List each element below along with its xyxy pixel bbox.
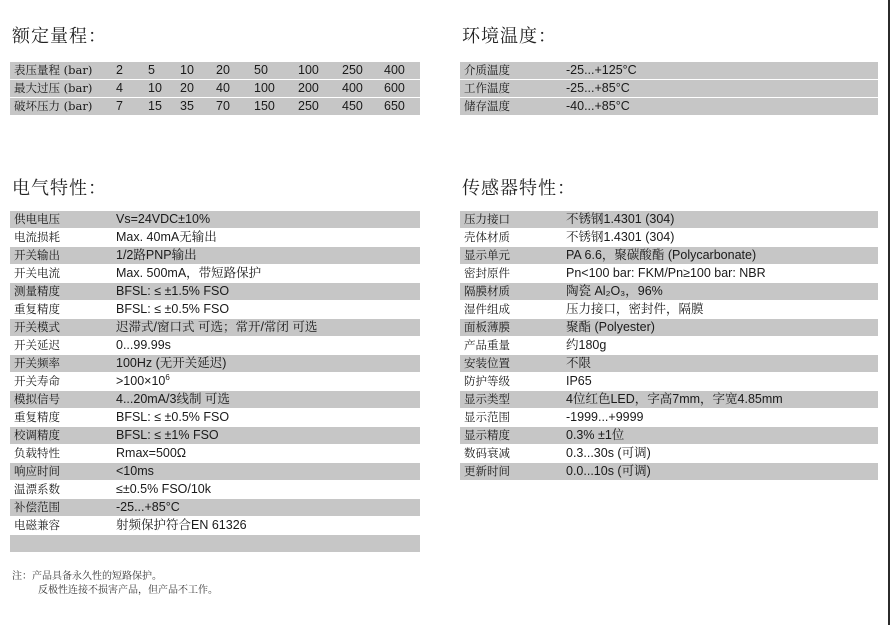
row-label: 温漂系数 (10, 481, 116, 499)
row-label: 显示精度 (460, 427, 566, 445)
row-value: BFSL: ≤ ±1% FSO (116, 427, 420, 445)
range-value: 10 (148, 80, 180, 98)
row-value: 迟滞式/窗口式 可选；常开/常闭 可选 (116, 319, 420, 337)
row-value: -40...+85°C (566, 98, 878, 116)
row-value: 0.3% ±1位 (566, 427, 878, 445)
row-value: 不锈钢1.4301 (304) (566, 229, 878, 247)
electrical-row (10, 391, 420, 409)
row-label: 隔膜材质 (460, 283, 566, 301)
row-value: 不锈钢1.4301 (304) (566, 211, 878, 229)
range-value: 40 (216, 80, 254, 98)
row-value: IP65 (566, 373, 878, 391)
row-label: 重复精度 (10, 301, 116, 319)
electrical-row (10, 427, 420, 445)
sensor-row (460, 409, 878, 427)
row-label: 防护等级 (460, 373, 566, 391)
rated-range-row (10, 80, 420, 98)
row-label: 测量精度 (10, 283, 116, 301)
range-value: 35 (180, 98, 216, 116)
electrical-row (10, 373, 420, 391)
sensor-row (460, 211, 878, 229)
row-value: 4位红色LED，字高7mm，字宽4.85mm (566, 391, 878, 409)
row-label: 安装位置 (460, 355, 566, 373)
row-label: 模拟信号 (10, 391, 116, 409)
row-value: -1999...+9999 (566, 409, 878, 427)
row-value: <10ms (116, 463, 420, 481)
range-value: 400 (342, 80, 384, 98)
row-label: 校调精度 (10, 427, 116, 445)
sensor-table (460, 211, 878, 481)
row-label: 开关模式 (10, 319, 116, 337)
row-label: 供电电压 (10, 211, 116, 229)
electrical-row (10, 319, 420, 337)
sensor-row (460, 265, 878, 283)
electrical-row (10, 463, 420, 481)
row-value: Max. 500mA，带短路保护 (116, 265, 420, 283)
row-label: 储存温度 (460, 98, 566, 116)
row-label: 电流损耗 (10, 229, 116, 247)
rated-range-table (10, 62, 420, 116)
row-label: 开关频率 (10, 355, 116, 373)
env-temp-title: 环境温度： (462, 26, 557, 47)
footnote-line-1: 注：产品具备永久性的短路保护。 (12, 571, 162, 582)
range-value: 20 (216, 62, 254, 80)
row-label: 显示范围 (460, 409, 566, 427)
electrical-row (10, 229, 420, 247)
value-superscript: 6 (165, 372, 170, 382)
sensor-row (460, 247, 878, 265)
electrical-row (10, 409, 420, 427)
sensor-row (460, 337, 878, 355)
range-value: 5 (148, 62, 180, 80)
row-value: BFSL: ≤ ±0.5% FSO (116, 409, 420, 427)
sensor-row (460, 301, 878, 319)
electrical-row (10, 211, 420, 229)
range-value: 50 (254, 62, 298, 80)
row-label: 最大过压 (bar) (10, 80, 116, 98)
electrical-row (10, 355, 420, 373)
rated-range-row (10, 62, 420, 80)
row-label: 数码衰减 (460, 445, 566, 463)
row-value: Vs=24VDC±10% (116, 211, 420, 229)
row-label: 负载特性 (10, 445, 116, 463)
row-value (116, 535, 420, 553)
footnote (12, 570, 218, 598)
electrical-row (10, 535, 420, 553)
range-value: 200 (298, 80, 342, 98)
row-label: 壳体材质 (460, 229, 566, 247)
row-label: 响应时间 (10, 463, 116, 481)
row-value: ≤±0.5% FSO/10k (116, 481, 420, 499)
env-temp-row (460, 98, 878, 116)
row-value: 聚酯 (Polyester) (566, 319, 878, 337)
range-value: 70 (216, 98, 254, 116)
row-label: 电磁兼容 (10, 517, 116, 535)
row-value: 0...99.99s (116, 337, 420, 355)
row-label: 工作温度 (460, 80, 566, 98)
row-label: 破坏压力 (bar) (10, 98, 116, 116)
row-label: 面板薄膜 (460, 319, 566, 337)
electrical-title: 电气特性： (12, 178, 107, 199)
row-label: 产品重量 (460, 337, 566, 355)
env-temp-table (460, 62, 878, 116)
range-value: 100 (298, 62, 342, 80)
row-value: 陶瓷 Al₂O₃，96% (566, 283, 878, 301)
row-label: 介质温度 (460, 62, 566, 80)
electrical-row (10, 445, 420, 463)
electrical-row (10, 337, 420, 355)
row-value: PA 6.6，聚碳酸酯 (Polycarbonate) (566, 247, 878, 265)
row-value: 压力接口，密封件，隔膜 (566, 301, 878, 319)
sensor-row (460, 373, 878, 391)
range-value: 250 (342, 62, 384, 80)
row-value: -25...+85°C (566, 80, 878, 98)
row-value: -25...+125°C (566, 62, 878, 80)
sensor-row (460, 319, 878, 337)
sensor-row (460, 355, 878, 373)
row-label: 开关寿命 (10, 373, 116, 391)
row-value: 0.0...10s (可调) (566, 463, 878, 481)
sensor-title: 传感器特性： (462, 178, 576, 199)
row-label: 显示单元 (460, 247, 566, 265)
range-value: 650 (384, 98, 420, 116)
range-value: 100 (254, 80, 298, 98)
range-value: 400 (384, 62, 420, 80)
sensor-row (460, 391, 878, 409)
row-value: 不限 (566, 355, 878, 373)
range-value: 600 (384, 80, 420, 98)
row-value: BFSL: ≤ ±1.5% FSO (116, 283, 420, 301)
electrical-row (10, 247, 420, 265)
row-value: 100Hz (无开关延迟) (116, 355, 420, 373)
electrical-row (10, 265, 420, 283)
range-value: 450 (342, 98, 384, 116)
electrical-table (10, 211, 420, 553)
range-value: 10 (180, 62, 216, 80)
footnote-line-2: 反极性连接不损害产品，但产品不工作。 (38, 585, 218, 596)
range-value: 150 (254, 98, 298, 116)
electrical-row (10, 517, 420, 535)
sensor-row (460, 283, 878, 301)
row-label: 开关电流 (10, 265, 116, 283)
row-value: -25...+85°C (116, 499, 420, 517)
electrical-row (10, 283, 420, 301)
range-value: 250 (298, 98, 342, 116)
row-value: 约180g (566, 337, 878, 355)
row-label: 湿件组成 (460, 301, 566, 319)
row-value: 1/2路PNP输出 (116, 247, 420, 265)
row-value: $>100\times 10^6$ (116, 373, 420, 391)
sensor-row (460, 463, 878, 481)
row-label (10, 535, 116, 553)
electrical-row (10, 481, 420, 499)
row-label: 密封原件 (460, 265, 566, 283)
sensor-row (460, 445, 878, 463)
row-label: 开关延迟 (10, 337, 116, 355)
range-value: 2 (116, 62, 148, 80)
env-temp-row (460, 80, 878, 98)
electrical-row (10, 301, 420, 319)
row-value: BFSL: ≤ ±0.5% FSO (116, 301, 420, 319)
sensor-row (460, 229, 878, 247)
range-value: 15 (148, 98, 180, 116)
row-value: Rmax=500Ω (116, 445, 420, 463)
row-value: 4...20mA/3线制 可选 (116, 391, 420, 409)
row-label: 压力接口 (460, 211, 566, 229)
rated-range-row (10, 98, 420, 116)
range-value: 7 (116, 98, 148, 116)
row-label: 重复精度 (10, 409, 116, 427)
row-value: Pn<100 bar: FKM/Pn≥100 bar: NBR (566, 265, 878, 283)
range-value: 4 (116, 80, 148, 98)
row-value: 射频保护符合EN 61326 (116, 517, 420, 535)
row-label: 表压量程 (bar) (10, 62, 116, 80)
row-label: 显示类型 (460, 391, 566, 409)
row-label: 开关输出 (10, 247, 116, 265)
env-temp-row (460, 62, 878, 80)
rated-range-title: 额定量程： (12, 26, 107, 47)
range-value: 20 (180, 80, 216, 98)
row-value: Max. 40mA无输出 (116, 229, 420, 247)
electrical-row (10, 499, 420, 517)
row-label: 补偿范围 (10, 499, 116, 517)
row-value: 0.3...30s (可调) (566, 445, 878, 463)
sensor-row (460, 427, 878, 445)
row-label: 更新时间 (460, 463, 566, 481)
